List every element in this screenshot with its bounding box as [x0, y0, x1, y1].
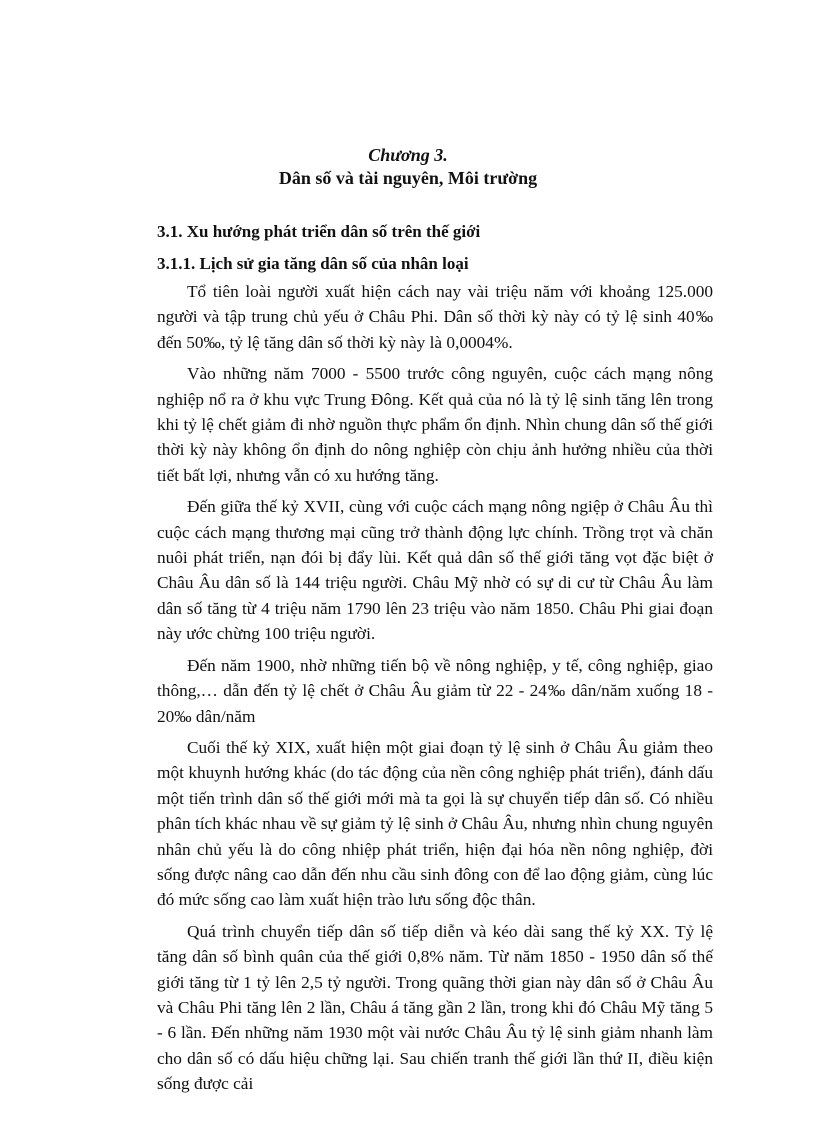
body-text [157, 279, 713, 1103]
paragraph: Quá trình chuyển tiếp dân số tiếp diễn và kéo dài sang thế kỷ XX. Tỷ lệ tăng dân số bình quân của thế giới 0,8% năm. Từ năm 1850 - 1950 dân số thế giới tăng từ 1 tỷ lên 2,5 tỷ người. Trong quãng thời gian này dân số ở Châu Âu và Châu Phi tăng lên 2 lần, Châu á tăng gần 2 lần, trong khi đó Châu Mỹ tăng 5 - 6 lần. Đến những năm 1930 một vài nước Châu Âu tỷ lệ sinh giảm nhanh làm cho dân số có dấu hiệu chững lại. Sau chiến tranh thế giới lần thứ II, điều kiện sống được cải [157, 921, 713, 1094]
paragraph: Đến giữa thế kỷ XVII, cùng với cuộc cách mạng nông ngiệp ở Châu Âu thì cuộc cách mạng thương mại cũng trở thành động lực chính. Trồng trọt và chăn nuôi phát triển, nạn đói bị đẩy lùi. Kết quả dân số thế giới tăng vọt đặc biệt ở Châu Âu dân số là 144 triệu người. Châu Mỹ nhờ có sự di cư từ Châu Âu làm dân số tăng từ 4 triệu năm 1790 lên 23 triệu vào năm 1850. Châu Phi giai đoạn này ước chừng 100 triệu người. [157, 497, 713, 644]
chapter-title: Dân số và tài nguyên, Môi trường [278, 168, 538, 188]
section-heading: 3.1. Xu hướng phát triển dân số trên thế giới [157, 222, 481, 241]
subsection-heading: 3.1.1. Lịch sử gia tăng dân số của nhân loại [157, 254, 469, 273]
chapter-label: Chương 3. [368, 145, 448, 165]
paragraph: Đến năm 1900, nhờ những tiến bộ về nông nghiệp, y tế, công nghiệp, giao thông,… dẫn đến tỷ lệ chết ở Châu Âu giảm từ 22 - 24‰ dân/năm xuống 18 - 20‰ dân/năm [157, 655, 713, 726]
paragraph: Cuối thế kỷ XIX, xuất hiện một giai đoạn tỷ lệ sinh ở Châu Âu giảm theo một khuynh hướng khác (do tác động của nền công nghiệp phát triển), đánh dấu một tiến trình dân số thế giới mới mà ta gọi là sự chuyển tiếp dân số. Có nhiều phân tích khác nhau về sự giảm tỷ lệ sinh ở Châu Âu, nhưng nhìn chung nguyên nhân chủ yếu là do công nhiệp phát triển, hiện đại hóa nền nông nghiệp, đời sống được nâng cao dẫn đến nhu cầu sinh đông con để lao động giảm, cùng lúc đó mức sống cao làm xuất hiện trào lưu sống độc thân. [157, 737, 713, 910]
paragraph: Tổ tiên loài người xuất hiện cách nay vài triệu năm với khoảng 125.000 người và tập trung chủ yếu ở Châu Phi. Dân số thời kỳ này có tỷ lệ sinh 40‰ đến 50‰, tỷ lệ tăng dân số thời kỳ này là 0,0004%. [157, 282, 713, 352]
paragraph: Vào những năm 7000 - 5500 trước công nguyên, cuộc cách mạng nông nghiệp nổ ra ở khu vực Trung Đông. Kết quả của nó là tỷ lệ sinh tăng lên trong khi tỷ lệ chết giảm đi nhờ nguồn thực phẩm ổn định. Nhìn chung dân số thế giới thời kỳ này không ổn định do nông nghiệp còn chịu ảnh hưởng nhiều của thời tiết bất lợi, nhưng vẫn có xu hướng tăng. [157, 364, 713, 485]
